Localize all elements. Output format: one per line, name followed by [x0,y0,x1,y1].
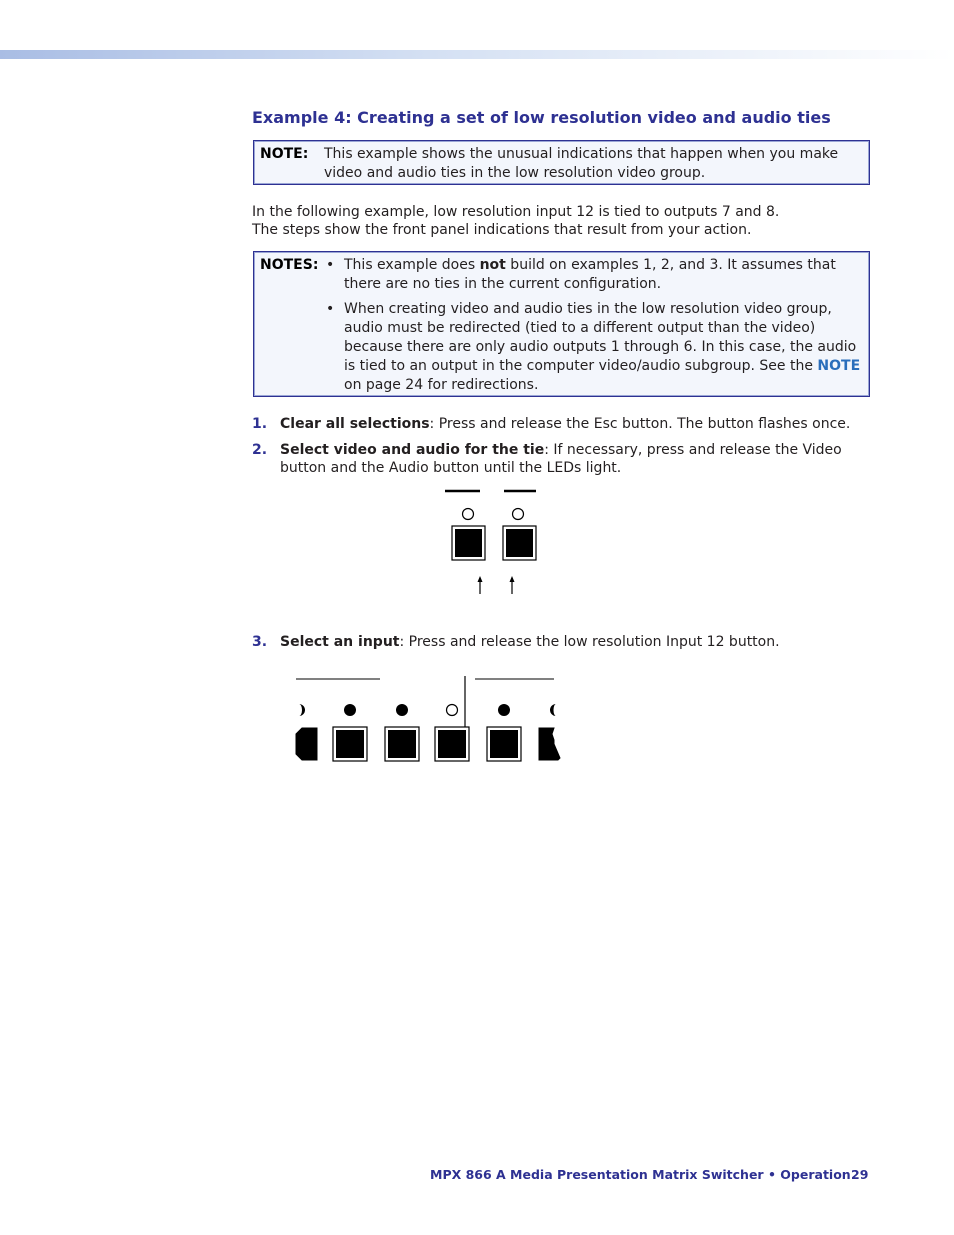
input-12-led-icon [447,705,458,716]
video-audio-buttons-figure [440,488,540,598]
step-title: Select an input [280,634,400,650]
input-led-icon [299,704,305,716]
step-number: 1. [252,416,268,432]
header-band [0,50,954,59]
section-heading: Example 4: Creating a set of low resolution video and audio ties [252,108,831,127]
notes-bullet-2 [344,300,864,395]
arrow-head-icon [478,576,483,582]
video-button [455,529,482,557]
step-number: 2. [252,442,268,458]
input-led-icon [396,704,408,716]
step-body [280,415,870,433]
input-button [490,730,518,758]
input-led-icon [550,704,556,716]
input-button [539,728,560,760]
bullet-marker: • [326,301,335,317]
intro-line-2: The steps show the front panel indications that result from your action. [252,222,752,238]
bullet-marker: • [326,257,335,273]
note-text: This example shows the unusual indications that happen when you make video and audio ties in the low resolution video group. [324,146,839,181]
bullet-2-text: When creating video and audio ties in the low resolution video group, audio must be redirected (tied to a different output than the video) because there are only audio outputs 1 through 6. In this case, the audio is tied to an output in the computer video/audio subgroup. See the [344,301,857,374]
step-title: Select video and audio for the tie [280,442,545,458]
input-led-icon [344,704,356,716]
page-number: 29 [851,1167,869,1182]
step-body [280,633,870,651]
notes-box [253,251,870,397]
audio-led-icon [513,509,524,520]
input-button [336,730,364,758]
bullet-1-text-end: build on examples 1, 2, and 3. It assumes that there are no ties in the current configuration. [344,257,836,292]
step-text: : Press and release the low resolution Input 12 button. [399,634,780,650]
note-label: NOTE: [260,146,309,162]
arrow-head-icon [510,576,515,582]
bullet-1-emphasis: not [479,257,506,273]
step-title: Clear all selections [280,416,430,432]
input-led-icon [498,704,510,716]
bullet-1-text: This example does [344,257,480,273]
audio-button [506,529,533,557]
bullet-2-text-end: on page 24 for redirections. [344,377,539,393]
input-buttons-figure [290,672,570,767]
video-led-icon [463,509,474,520]
step-number: 3. [252,634,268,650]
intro-line-1: In the following example, low resolution input 12 is tied to outputs 7 and 8. [252,204,780,220]
input-12-button [438,730,466,758]
input-button [388,730,416,758]
note-link[interactable]: NOTE [817,358,861,374]
footer-title: MPX 866 A Media Presentation Matrix Switcher • Operation [430,1167,851,1182]
input-button [296,728,317,760]
note-box [253,140,870,185]
step-text: : If necessary, press and release the Video button and the Audio button until the LEDs light. [280,442,842,476]
step-body [280,441,870,477]
step-text: : Press and release the Esc button. The button flashes once. [429,416,851,432]
notes-bullet-1 [344,256,864,294]
notes-label: NOTES: [260,257,319,273]
